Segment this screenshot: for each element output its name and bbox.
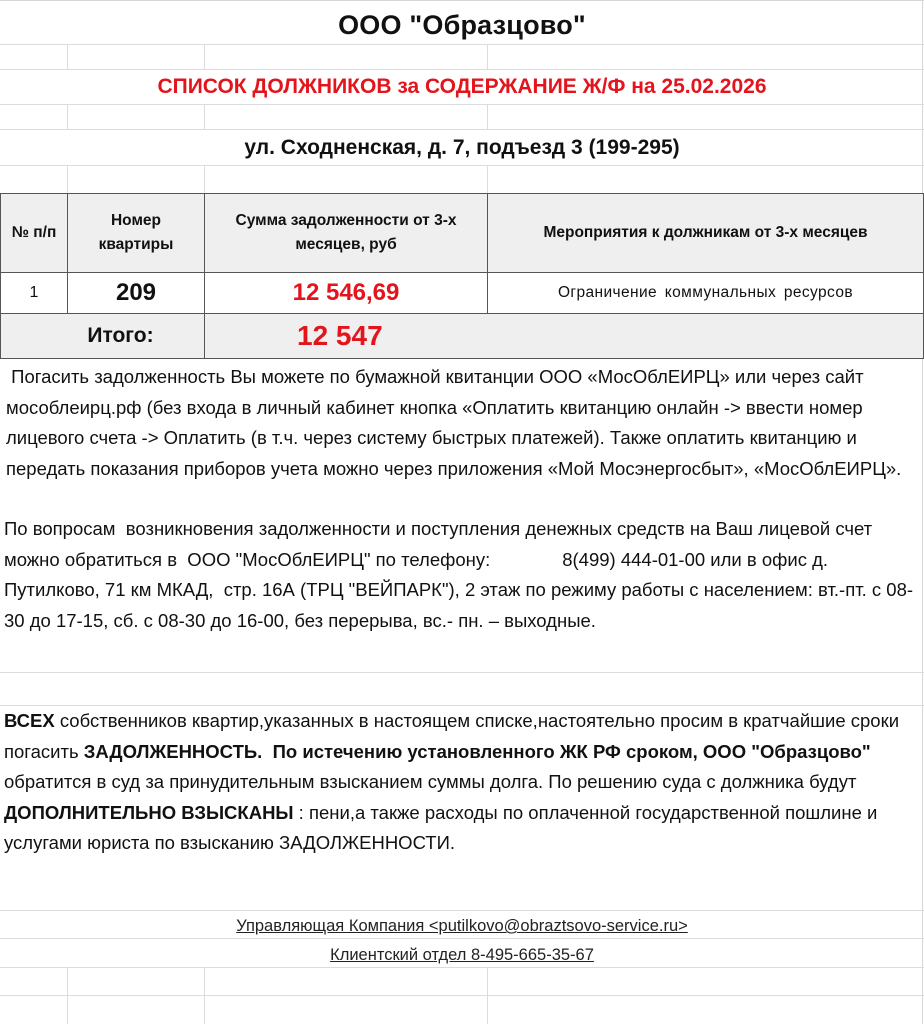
warning-bold-debt: ЗАДОЛЖЕННОСТЬ. По истечению установленного ЖК РФ сроком, ООО "Образцово" (83, 740, 871, 762)
gridline (204, 165, 205, 193)
flat-number: 209 (68, 273, 205, 314)
gridline (487, 104, 488, 129)
payment-instructions: Погасить задолженность Вы можете по бумажной квитанции ООО «МосОблЕИРЦ» или через сайт мособлеирц.рф (без входа в личный кабинет кнопка «Оплатить квитанцию онлайн -> ввести номер лицевого счета -> Оплатить (в т.ч. через систему быстрых платежей). Также оплатить квитанцию и передать показания приборов учета можно через приложения «Мой Мосэнергосбыт», «МосОблЕИРЦ». (6, 366, 902, 479)
table-total-row (1, 314, 924, 359)
warning-text-3: : пени,а также расходы по оплаченной государственной пошлине и услугами юриста по взысканию ЗАДОЛЖЕННОСТИ. (4, 801, 883, 853)
client-department-phone-link[interactable]: Клиентский отдел 8-495-665-35-67 (330, 946, 594, 964)
gridline (487, 165, 488, 193)
building-address: ул. Сходненская, д. 7, подъезд 3 (199-295) (244, 136, 680, 159)
debt-amount: 12 546,69 (205, 273, 488, 314)
warning-text-1: собственников квартир,указанных в настоящем списке,настоятельно просим в кратчайшие сроки погасить (4, 710, 905, 762)
total-label (1, 314, 205, 359)
gridline (204, 967, 205, 1024)
gridline (0, 672, 924, 673)
gridline (67, 44, 68, 69)
debtors-table (0, 193, 924, 359)
row-number: 1 (1, 273, 68, 314)
gridline (0, 165, 924, 166)
debtors-list-title: СПИСОК ДОЛЖНИКОВ за СОДЕРЖАНИЕ Ж/Ф на 25.02.2026 (157, 75, 767, 98)
gridline (487, 44, 488, 69)
organization-title: ООО "Образцово" (338, 10, 586, 40)
column-header-debt (205, 194, 488, 273)
gridline (0, 967, 924, 968)
gridline (0, 104, 924, 105)
management-company-email-link[interactable]: Управляющая Компания <putilkovo@obraztsovo-service.ru> (236, 917, 688, 935)
column-header-debt-label: Сумма задолженности от 3-х месяцев, руб (235, 212, 457, 253)
gridline (0, 938, 924, 939)
gridline (67, 104, 68, 129)
gridline (0, 995, 924, 996)
warning-bold-all: ВСЕХ (4, 710, 55, 731)
gridline (204, 44, 205, 69)
total-label-text: Итого: (87, 324, 154, 347)
sheet-border-top (0, 0, 924, 1)
contact-information: По вопросам возникновения задолженности и поступления денежных средств на Ваш лицевой счет можно обратиться в ООО "МосОблЕИРЦ" по телефону: 8(499) 444-01-00 или в офис д. Путилково, 71 км МКАД, стр. 16А (ТРЦ "ВЕЙПАРК"), 2 этаж по режиму работы с населением: вт.-пт. с 08-30 до 17-15, сб. с 08-30 до 16-00, без перерыва, вс.- пн. – выходные. (4, 518, 914, 631)
table-header-row (1, 194, 924, 273)
gridline (0, 910, 924, 911)
table-row (1, 273, 924, 314)
gridline (204, 104, 205, 129)
gridline (67, 967, 68, 1024)
legal-warning (4, 706, 916, 859)
warning-text-2: обратится в суд за принудительным взысканием суммы долга. По решению суда с должника будут (4, 740, 876, 792)
gridline (67, 165, 68, 193)
debt-action: Ограничение коммунальных ресурсов (488, 273, 924, 314)
warning-bold-additional: ДОПОЛНИТЕЛЬНО ВЗЫСКАНЫ (4, 801, 294, 823)
gridline (487, 967, 488, 1024)
column-header-flat-label: Номер квартиры (98, 212, 174, 253)
column-header-number: № п/п (1, 194, 68, 273)
gridline (0, 44, 924, 45)
column-header-action: Мероприятия к должникам от 3-х месяцев (488, 194, 924, 273)
column-header-flat (68, 194, 205, 273)
total-value: 12 547 (205, 314, 924, 359)
